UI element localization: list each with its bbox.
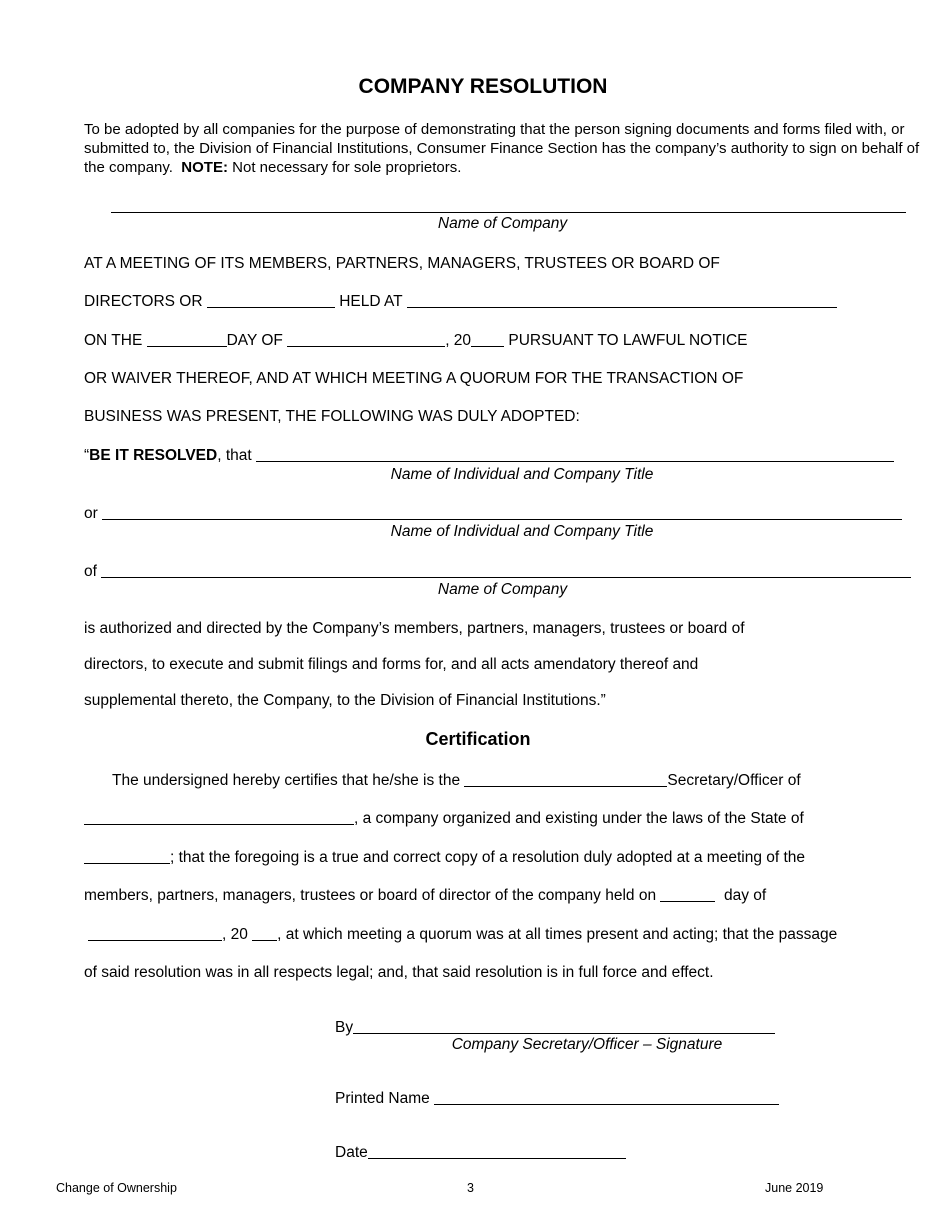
day-of-text: day of xyxy=(724,887,767,904)
open-quote: “ xyxy=(84,447,90,464)
company-name-field[interactable] xyxy=(111,197,906,213)
signature-caption: Company Secretary/Officer – Signature xyxy=(451,1036,723,1053)
on-the-label: ON THE xyxy=(84,332,143,349)
signature-field[interactable] xyxy=(353,1018,775,1034)
note-label: NOTE: xyxy=(181,159,228,176)
date-field[interactable] xyxy=(368,1143,626,1159)
printed-name-label: Printed Name xyxy=(335,1090,430,1107)
printed-name-field[interactable] xyxy=(434,1089,779,1105)
meeting-type-field[interactable] xyxy=(207,292,335,308)
held-year-field[interactable] xyxy=(252,925,277,941)
company-name-caption-2: Name of Company xyxy=(437,581,568,598)
certification-line-5 xyxy=(88,925,837,945)
resolved-line xyxy=(84,446,894,466)
that-label: , that xyxy=(217,447,252,464)
resolution-line-3 xyxy=(84,331,748,351)
resolution-line-5: BUSINESS WAS PRESENT, THE FOLLOWING WAS DULY ADOPTED: xyxy=(84,408,580,425)
certification-line-1 xyxy=(112,771,801,791)
held-at-label: HELD AT xyxy=(339,293,403,310)
certifies-text: The undersigned hereby certifies that he/she is the xyxy=(112,772,461,789)
company-name-caption: Name of Company xyxy=(437,215,568,232)
resolution-line-1: AT A MEETING OF ITS MEMBERS, PARTNERS, MANAGERS, TRUSTEES OR BOARD OF xyxy=(84,255,720,272)
note-text: Not necessary for sole proprietors. xyxy=(232,159,462,176)
intro-paragraph xyxy=(84,120,934,177)
individual-title-caption-1: Name of Individual and Company Title xyxy=(390,466,654,483)
date-label: Date xyxy=(335,1144,368,1161)
held-month-field[interactable] xyxy=(88,925,222,941)
lawful-notice-label: PURSUANT TO LAWFUL NOTICE xyxy=(508,332,748,349)
resolution-line-2 xyxy=(84,292,837,312)
footer-left: Change of Ownership xyxy=(56,1181,177,1195)
printed-name-line xyxy=(335,1089,779,1109)
certification-line-3 xyxy=(84,848,805,868)
company-name-field-2[interactable] xyxy=(101,562,911,578)
resolution-body-3: supplemental thereto, the Company, to the Division of Financial Institutions.” xyxy=(84,692,606,709)
meeting-year-field[interactable] xyxy=(471,331,504,347)
footer-page-number: 3 xyxy=(467,1181,474,1195)
individual-title-caption-2: Name of Individual and Company Title xyxy=(390,523,654,540)
page-title: COMPANY RESOLUTION xyxy=(358,75,608,98)
organized-text: , a company organized and existing under the laws of the State of xyxy=(354,810,804,827)
resolution-body-1: is authorized and directed by the Company’s members, partners, managers, trustees or board of xyxy=(84,620,745,637)
company-name-field-3[interactable] xyxy=(84,809,354,825)
individual-title-field-1[interactable] xyxy=(256,446,894,462)
certification-line-2 xyxy=(84,809,804,829)
meeting-day-field[interactable] xyxy=(147,331,227,347)
intro-text: To be adopted by all companies for the purpose of demonstrating that the person signing documents and forms filed with, or submitted to, the Division of Financial Institutions, Consumer Finance Section has the company’s authority to sign on behalf of the company. xyxy=(84,121,920,176)
quorum-text: , at which meeting a quorum was at all times present and acting; that the passage xyxy=(277,926,838,943)
meeting-location-field[interactable] xyxy=(407,292,837,308)
state-field[interactable] xyxy=(84,848,170,864)
be-it-resolved-label: BE IT RESOLVED xyxy=(89,447,218,464)
held-day-field[interactable] xyxy=(660,886,715,902)
footer-right: June 2019 xyxy=(765,1181,824,1195)
directors-or-label: DIRECTORS OR xyxy=(84,293,203,310)
secretary-officer-of-text: Secretary/Officer of xyxy=(667,772,801,789)
by-label: By xyxy=(335,1019,354,1036)
of-line xyxy=(84,562,911,582)
of-label: of xyxy=(84,563,97,580)
or-line xyxy=(84,504,902,524)
certification-line-6: of said resolution was in all respects legal; and, that said resolution is in full force and effect. xyxy=(84,964,714,981)
resolution-line-4: OR WAIVER THEREOF, AND AT WHICH MEETING A QUORUM FOR THE TRANSACTION OF xyxy=(84,370,744,387)
or-label: or xyxy=(84,505,98,522)
resolution-body-2: directors, to execute and submit filings and forms for, and all acts amendatory thereof and xyxy=(84,656,699,673)
meeting-month-field[interactable] xyxy=(287,331,445,347)
certification-heading: Certification xyxy=(425,729,531,749)
held-on-text: members, partners, managers, trustees or board of director of the company held on xyxy=(84,887,657,904)
officer-title-field[interactable] xyxy=(464,771,667,787)
date-line xyxy=(335,1143,626,1163)
certification-line-4 xyxy=(84,886,766,906)
true-copy-text: ; that the foregoing is a true and correct copy of a resolution duly adopted at a meeting of the xyxy=(170,849,806,866)
individual-title-field-2[interactable] xyxy=(102,504,902,520)
year-prefix-2: , 20 xyxy=(222,926,248,943)
day-of-label: DAY OF xyxy=(226,332,283,349)
signature-line xyxy=(335,1018,775,1038)
year-prefix: , 20 xyxy=(445,332,472,349)
